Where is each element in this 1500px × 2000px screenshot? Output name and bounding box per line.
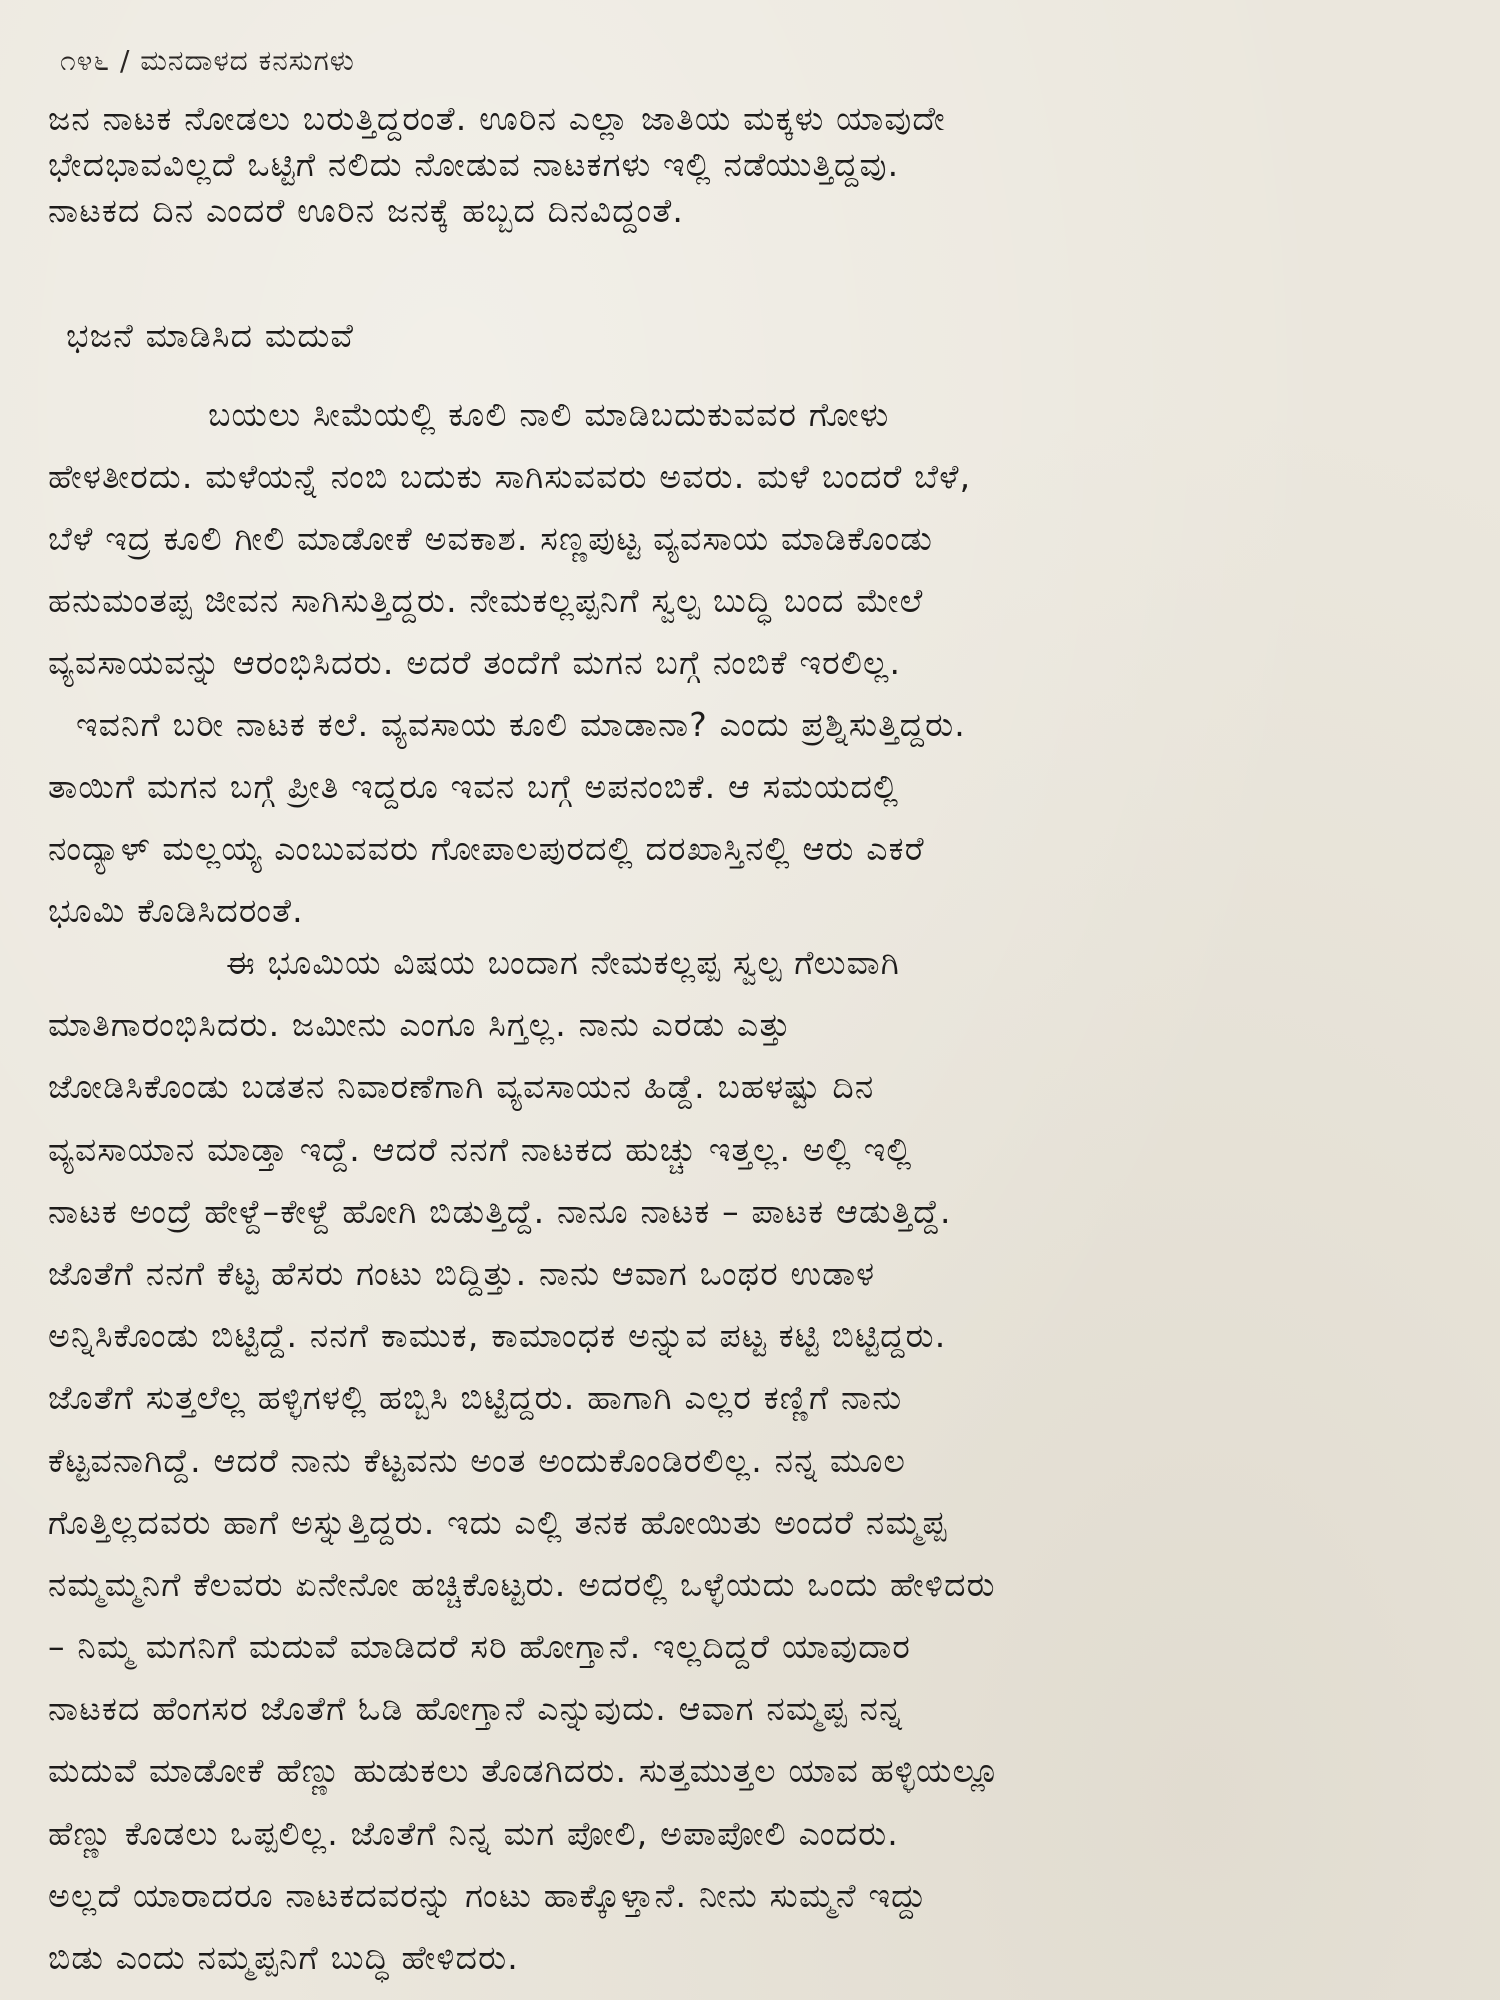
text-line: ಮಾತಿಗಾರಂಭಿಸಿದರು. ಜಮೀನು ಎಂಗೂ ಸಿಗ್ತಲ್ಲ. ನಾನು ಎರಡು ಎತ್ತು xyxy=(48,1005,792,1045)
text-line: ಬೆಳೆ ಇದ್ರ ಕೂಲಿ ಗೀಲಿ ಮಾಡೋಕೆ ಅವಕಾಶ. ಸಣ್ಣಪುಟ್ಟ ವ್ಯವಸಾಯ ಮಾಡಿಕೊಂಡು xyxy=(48,519,934,558)
text-line: ನಾಟಕದ ದಿನ ಎಂದರೆ ಊರಿನ ಜನಕ್ಕೆ ಹಬ್ಬದ ದಿನವಿದ್ದಂತೆ. xyxy=(48,191,685,230)
text-line: ಜೋಡಿಸಿಕೊಂಡು ಬಡತನ ನಿವಾರಣೆಗಾಗಿ ವ್ಯವಸಾಯನ ಹಿಡ್ದೆ. ಬಹಳಷ್ಟು ದಿನ xyxy=(48,1067,875,1107)
text-line: ನಾಟಕದ ಹೆಂಗಸರ ಜೊತೆಗೆ ಓಡಿ ಹೋಗ್ತಾನೆ ಎನ್ನುವುದು. ಆವಾಗ ನಮ್ಮಪ್ಪ ನನ್ನ xyxy=(48,1689,904,1729)
text-line: ಇವನಿಗೆ ಬರೀ ನಾಟಕ ಕಲೆ. ವ್ಯವಸಾಯ ಕೂಲಿ ಮಾಡಾನಾ? ಎಂದು ಪ್ರಶ್ನಿಸುತ್ತಿದ್ದರು. xyxy=(76,705,966,744)
text-line: ನಾಟಕ ಅಂದ್ರೆ ಹೇಳ್ದೆ–ಕೇಳ್ದೆ ಹೋಗಿ ಬಿಡುತ್ತಿದ್ದೆ. ನಾನೂ ನಾಟಕ – ಪಾಟಕ ಆಡುತ್ತಿದ್ದೆ. xyxy=(48,1191,952,1231)
paragraph-1 xyxy=(48,96,1453,234)
text-line: ಬಿಡು ಎಂದು ನಮ್ಮಪ್ಪನಿಗೆ ಬುದ್ಧಿ ಹೇಳಿದರು. xyxy=(48,1938,519,1977)
text-line: ಹೆಣ್ಣು ಕೊಡಲು ಒಪ್ಪಲಿಲ್ಲ. ಜೊತೆಗೆ ನಿನ್ನ ಮಗ ಪೋಲಿ, ಅಪಾಪೋಲಿ ಎಂದರು. xyxy=(48,1813,899,1853)
text-line: ಭೂಮಿ ಕೊಡಿಸಿದರಂತೆ. xyxy=(48,891,304,930)
text-line: ಹನುಮಂತಪ್ಪ ಜೀವನ ಸಾಗಿಸುತ್ತಿದ್ದರು. ನೇಮಕಲ್ಲಪ್ಪನಿಗೆ ಸ್ವಲ್ಪ ಬುದ್ಧಿ ಬಂದ ಮೇಲೆ xyxy=(48,581,924,620)
text-line: ಅಲ್ಲದೆ ಯಾರಾದರೂ ನಾಟಕದವರನ್ನು ಗಂಟು ಹಾಕ್ಕೊಳ್ತಾನೆ. ನೀನು ಸುಮ್ಮನೆ ಇದ್ದು xyxy=(48,1875,928,1915)
text-line: ಹೇಳತೀರದು. ಮಳೆಯನ್ನೆ ನಂಬಿ ಬದುಕು ಸಾಗಿಸುವವರು ಅವರು. ಮಳೆ ಬಂದರೆ ಬೆಳೆ, xyxy=(48,457,972,496)
text-line: ವ್ಯವಸಾಯಾನ ಮಾಡ್ತಾ ಇದ್ದೆ. ಆದರೆ ನನಗೆ ನಾಟಕದ ಹುಚ್ಚು ಇತ್ತಲ್ಲ. ಅಲ್ಲಿ ಇಲ್ಲಿ xyxy=(48,1129,913,1169)
text-line: ನಮ್ಮಮ್ಮನಿಗೆ ಕೆಲವರು ಏನೇನೋ ಹಚ್ಚಿಕೊಟ್ಟರು. ಅದರಲ್ಲಿ ಒಳ್ಳೆಯದು ಒಂದು ಹೇಳಿದರು xyxy=(48,1564,996,1604)
text-line: ಭೇದಭಾವವಿಲ್ಲದೆ ಒಟ್ಟಿಗೆ ನಲಿದು ನೋಡುವ ನಾಟಕಗಳು ಇಲ್ಲಿ ನಡೆಯುತ್ತಿದ್ದವು. xyxy=(48,145,900,184)
text-line: ಜೊತೆಗೆ ಸುತ್ತಲೆಲ್ಲ ಹಳ್ಳಿಗಳಲ್ಲಿ ಹಬ್ಬಿಸಿ ಬಿಟ್ಟಿದ್ದರು. ಹಾಗಾಗಿ ಎಲ್ಲರ ಕಣ್ಣಿಗೆ ನಾನು xyxy=(48,1378,903,1418)
text-line: ಜೊತೆಗೆ ನನಗೆ ಕೆಟ್ಟ ಹೆಸರು ಗಂಟು ಬಿದ್ದಿತ್ತು. ನಾನು ಆವಾಗ ಒಂಥರ ಉಡಾಳ xyxy=(48,1253,876,1293)
text-line: ನಂದ್ಯಾಳ್ ಮಲ್ಲಯ್ಯ ಎಂಬುವವರು ಗೋಪಾಲಪುರದಲ್ಲಿ ದರಖಾಸ್ತಿನಲ್ಲಿ ಆರು ಎಕರೆ xyxy=(48,829,925,868)
text-line: – ನಿಮ್ಮ ಮಗನಿಗೆ ಮದುವೆ ಮಾಡಿದರೆ ಸರಿ ಹೋಗ್ತಾನೆ. ಇಲ್ಲದಿದ್ದರೆ ಯಾವುದಾರ xyxy=(48,1627,912,1667)
text-line: ಜನ ನಾಟಕ ನೋಡಲು ಬರುತ್ತಿದ್ದರಂತೆ. ಊರಿನ ಎಲ್ಲಾ ಜಾತಿಯ ಮಕ್ಕಳು ಯಾವುದೇ xyxy=(48,99,946,138)
text-line: ಈ ಭೂಮಿಯ ವಿಷಯ ಬಂದಾಗ ನೇಮಕಲ್ಲಪ್ಪ ಸ್ವಲ್ಪ ಗೆಲುವಾಗಿ xyxy=(226,943,900,982)
text-line: ಮದುವೆ ಮಾಡೋಕೆ ಹೆಣ್ಣು ಹುಡುಕಲು ತೊಡಗಿದರು. ಸುತ್ತಮುತ್ತಲ ಯಾವ ಹಳ್ಳಿಯಲ್ಲೂ xyxy=(48,1751,1001,1791)
section-heading: ಭಜನೆ ಮಾಡಿಸಿದ ಮದುವೆ xyxy=(66,316,355,355)
running-header: ೧೪೬ / ಮನದಾಳದ ಕನಸುಗಳು xyxy=(60,44,355,77)
text-line: ಬಯಲು ಸೀಮೆಯಲ್ಲಿ ಕೂಲಿ ನಾಲಿ ಮಾಡಿಬದುಕುವವರ ಗೋಳು xyxy=(208,395,890,434)
text-line: ವ್ಯವಸಾಯವನ್ನು ಆರಂಭಿಸಿದರು. ಅದರೆ ತಂದೆಗೆ ಮಗನ ಬಗ್ಗೆ ನಂಬಿಕೆ ಇರಲಿಲ್ಲ. xyxy=(48,643,902,682)
paragraph-3 xyxy=(48,932,1453,1989)
text-line: ಅನ್ನಿಸಿಕೊಂಡು ಬಿಟ್ಟಿದ್ದೆ. ನನಗೆ ಕಾಮುಕ, ಕಾಮಾಂಧಕ ಅನ್ನುವ ಪಟ್ಟ ಕಟ್ಟಿ ಬಿಟ್ಟಿದ್ದರು. xyxy=(48,1316,947,1356)
text-line: ಕೆಟ್ಟವನಾಗಿದ್ದೆ. ಆದರೆ ನಾನು ಕೆಟ್ಟವನು ಅಂತ ಅಂದುಕೊಂಡಿರಲಿಲ್ಲ. ನನ್ನ ಮೂಲ xyxy=(48,1440,907,1480)
paragraph-2 xyxy=(48,384,1453,942)
text-line: ತಾಯಿಗೆ ಮಗನ ಬಗ್ಗೆ ಪ್ರೀತಿ ಇದ್ದರೂ ಇವನ ಬಗ್ಗೆ ಅಪನಂಬಿಕೆ. ಆ ಸಮಯದಲ್ಲಿ xyxy=(48,767,900,806)
text-line: ಗೊತ್ತಿಲ್ಲದವರು ಹಾಗೆ ಅಸ್ನುತ್ತಿದ್ದರು. ಇದು ಎಲ್ಲಿ ತನಕ ಹೋಯಿತು ಅಂದರೆ ನಮ್ಮಪ್ಪ xyxy=(48,1502,948,1542)
